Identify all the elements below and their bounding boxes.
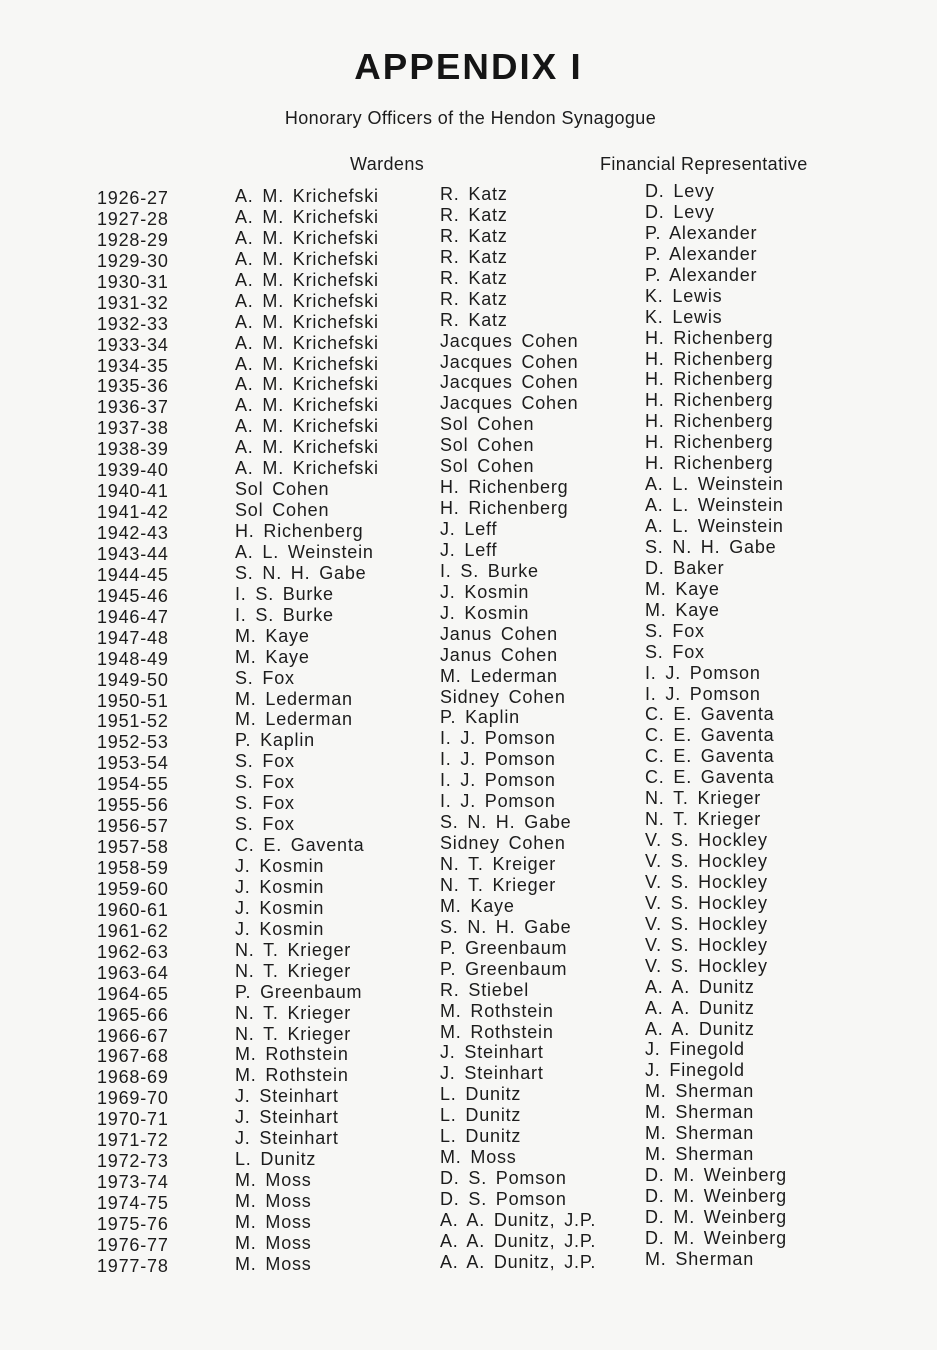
warden-2-cell: A. A. Dunitz, J.P. [440, 1251, 597, 1272]
year-cell: 1973-74 [97, 1172, 169, 1193]
warden-1-cell: S. Fox [235, 751, 295, 772]
table-row [0, 1060, 937, 1088]
table-row [0, 390, 937, 418]
year-cell: 1944-45 [97, 564, 169, 585]
warden-1-cell: M. Rothstein [235, 1065, 349, 1086]
financial-representative-cell: H. Richenberg [645, 327, 774, 348]
year-cell: 1941-42 [97, 502, 169, 523]
table-row [0, 369, 937, 397]
warden-2-cell: Janus Cohen [440, 623, 558, 644]
warden-1-cell: J. Kosmin [235, 918, 325, 939]
table-row [0, 746, 937, 774]
table-row [0, 578, 937, 606]
financial-representative-cell: H. Richenberg [645, 453, 774, 474]
warden-1-cell: L. Dunitz [235, 1149, 317, 1170]
table-row [0, 809, 937, 837]
warden-2-cell: R. Katz [440, 309, 508, 330]
year-cell: 1952-53 [97, 732, 169, 753]
warden-2-cell: D. S. Pomson [440, 1189, 567, 1209]
table-row [0, 285, 937, 313]
warden-2-cell: Sidney Cohen [440, 686, 566, 707]
warden-1-cell: S. Fox [235, 772, 295, 793]
officers-table [0, 181, 937, 1276]
table-row [0, 641, 937, 669]
year-cell: 1946-47 [97, 606, 169, 627]
table-row [0, 662, 937, 690]
warden-2-cell: Sol Cohen [440, 435, 535, 456]
warden-1-cell: A. M. Krichefski [235, 311, 379, 332]
warden-1-cell: J. Kosmin [235, 856, 325, 876]
table-row [0, 1227, 937, 1255]
table-row [0, 1123, 937, 1151]
table-row [0, 1018, 937, 1046]
warden-1-cell: A. M. Krichefski [235, 269, 379, 290]
warden-2-cell: L. Dunitz [440, 1084, 522, 1105]
year-cell: 1956-57 [97, 816, 169, 837]
warden-1-cell: S. Fox [235, 793, 295, 814]
financial-representative-cell: K. Lewis [645, 306, 723, 327]
warden-2-cell: M. Moss [440, 1147, 517, 1168]
warden-2-cell: P. Kaplin [440, 707, 520, 728]
financial-representative-cell: M. Sherman [645, 1081, 755, 1102]
financial-representative-cell: M. Sherman [645, 1102, 755, 1123]
financial-representative-cell: I. J. Pomson [645, 683, 761, 704]
warden-2-cell: P. Greenbaum [440, 958, 568, 979]
warden-1-cell: M. Kaye [235, 625, 310, 646]
warden-1-cell: A. M. Krichefski [235, 206, 379, 227]
warden-1-cell: M. Lederman [235, 709, 353, 730]
warden-2-cell: M. Kaye [440, 895, 515, 916]
warden-2-cell: R. Katz [440, 246, 508, 267]
year-cell: 1937-38 [97, 418, 169, 439]
year-cell: 1957-58 [97, 837, 169, 858]
financial-representative-cell: S. N. H. Gabe [645, 536, 777, 557]
year-cell: 1972-73 [97, 1151, 169, 1172]
warden-2-cell: Jacques Cohen [440, 372, 579, 393]
table-row [0, 264, 937, 292]
year-cell: 1953-54 [97, 753, 169, 774]
financial-representative-cell: P. Alexander [645, 222, 758, 243]
warden-2-cell: R. Stiebel [440, 979, 530, 1000]
year-cell: 1954-55 [97, 774, 169, 795]
warden-2-cell: A. A. Dunitz, J.P. [440, 1209, 597, 1230]
warden-1-cell: A. M. Krichefski [235, 353, 379, 374]
financial-representative-cell: P. Alexander [645, 264, 758, 285]
financial-representative-cell: M. Sherman [645, 1123, 755, 1144]
column-header-wardens: Wardens [350, 154, 425, 174]
warden-1-cell: M. Moss [235, 1191, 312, 1211]
year-cell: 1974-75 [97, 1193, 169, 1213]
table-row [0, 1102, 937, 1130]
financial-representative-cell: D. M. Weinberg [645, 1206, 787, 1227]
year-cell: 1930-31 [97, 271, 169, 292]
warden-1-cell: N. T. Krieger [235, 939, 352, 960]
year-cell: 1964-65 [97, 983, 169, 1004]
year-cell: 1970-71 [97, 1109, 169, 1130]
warden-2-cell: H. Richenberg [440, 498, 569, 519]
financial-representative-cell: J. Finegold [645, 1060, 745, 1081]
warden-2-cell: R. Katz [440, 184, 508, 204]
warden-1-cell: S. N. H. Gabe [235, 562, 367, 583]
financial-representative-cell: A. L. Weinstein [645, 516, 784, 536]
table-row [0, 871, 937, 899]
table-row [0, 683, 937, 711]
table-row [0, 222, 937, 250]
year-cell: 1940-41 [97, 481, 169, 502]
table-row [0, 327, 937, 355]
table-row [0, 495, 937, 523]
financial-representative-cell: S. Fox [645, 620, 705, 641]
financial-representative-cell: C. E. Gaventa [645, 704, 775, 725]
table-row [0, 955, 937, 983]
warden-1-cell: C. E. Gaventa [235, 835, 365, 856]
financial-representative-cell: V. S. Hockley [645, 892, 768, 913]
table-row [0, 453, 937, 481]
warden-1-cell: A. M. Krichefski [235, 416, 379, 437]
table-row [0, 1206, 937, 1234]
table-row [0, 997, 937, 1025]
warden-1-cell: A. M. Krichefski [235, 374, 379, 395]
year-cell: 1951-52 [97, 711, 169, 732]
table-row [0, 411, 937, 439]
warden-2-cell: I. J. Pomson [440, 749, 556, 770]
warden-1-cell: Sol Cohen [235, 500, 330, 521]
table-row [0, 830, 937, 858]
warden-2-cell: R. Katz [440, 225, 508, 246]
year-cell: 1976-77 [97, 1234, 169, 1255]
financial-representative-cell: J. Finegold [645, 1039, 745, 1060]
table-row [0, 1039, 937, 1067]
year-cell: 1962-63 [97, 941, 169, 962]
financial-representative-cell: H. Richenberg [645, 348, 774, 369]
financial-representative-cell: A. L. Weinstein [645, 495, 784, 516]
table-row [0, 913, 937, 941]
year-cell: 1936-37 [97, 397, 169, 418]
table-row [0, 934, 937, 962]
year-cell: 1955-56 [97, 795, 169, 816]
warden-1-cell: P. Greenbaum [235, 981, 363, 1002]
financial-representative-cell: V. S. Hockley [645, 871, 768, 892]
financial-representative-cell: I. J. Pomson [645, 662, 761, 683]
warden-2-cell: A. A. Dunitz, J.P. [440, 1230, 597, 1251]
financial-representative-cell: P. Alexander [645, 243, 758, 264]
warden-2-cell: J. Kosmin [440, 581, 530, 602]
warden-2-cell: R. Katz [440, 267, 508, 288]
warden-1-cell: A. M. Krichefski [235, 186, 379, 206]
table-row [0, 1248, 937, 1276]
warden-1-cell: I. S. Burke [235, 604, 334, 625]
warden-1-cell: J. Kosmin [235, 876, 325, 897]
warden-1-cell: N. T. Krieger [235, 960, 352, 981]
warden-1-cell: A. M. Krichefski [235, 395, 379, 416]
warden-2-cell: Janus Cohen [440, 644, 558, 665]
year-cell: 1961-62 [97, 920, 169, 941]
year-cell: 1931-32 [97, 292, 169, 313]
financial-representative-cell: V. S. Hockley [645, 830, 768, 851]
year-cell: 1975-76 [97, 1213, 169, 1234]
financial-representative-cell: A. A. Dunitz [645, 1018, 755, 1039]
warden-1-cell: M. Moss [235, 1232, 312, 1253]
financial-representative-cell: D. Baker [645, 557, 725, 578]
financial-representative-cell: S. Fox [645, 641, 705, 662]
warden-1-cell: N. T. Krieger [235, 1002, 352, 1023]
warden-2-cell: S. N. H. Gabe [440, 812, 572, 833]
page-subtitle: Honorary Officers of the Hendon Synagogue [284, 108, 657, 128]
financial-representative-cell: D. Levy [645, 201, 715, 222]
financial-representative-cell: D. M. Weinberg [645, 1186, 787, 1206]
warden-2-cell: Jacques Cohen [440, 393, 579, 414]
table-row [0, 599, 937, 627]
warden-1-cell: M. Kaye [235, 646, 310, 667]
year-cell: 1934-35 [97, 355, 169, 376]
financial-representative-cell: M. Sherman [645, 1248, 755, 1269]
year-cell: 1926-27 [97, 188, 169, 208]
financial-representative-cell: H. Richenberg [645, 432, 774, 453]
warden-1-cell: I. S. Burke [235, 583, 334, 604]
financial-representative-cell: H. Richenberg [645, 390, 774, 411]
warden-1-cell: M. Moss [235, 1211, 312, 1232]
warden-1-cell: A. M. Krichefski [235, 437, 379, 458]
warden-2-cell: N. T. Krieger [440, 874, 557, 895]
year-cell: 1967-68 [97, 1046, 169, 1067]
warden-2-cell: I. J. Pomson [440, 791, 556, 812]
financial-representative-cell: C. E. Gaventa [645, 725, 775, 746]
table-row [0, 851, 937, 878]
warden-2-cell: Sol Cohen [440, 414, 535, 435]
table-row [0, 1186, 937, 1213]
year-cell: 1966-67 [97, 1025, 169, 1046]
year-cell: 1945-46 [97, 585, 169, 606]
warden-2-cell: J. Steinhart [440, 1042, 544, 1063]
year-cell: 1949-50 [97, 669, 169, 690]
financial-representative-cell: A. A. Dunitz [645, 997, 755, 1018]
warden-1-cell: Sol Cohen [235, 479, 330, 500]
warden-2-cell: S. N. H. Gabe [440, 916, 572, 937]
year-cell: 1960-61 [97, 899, 169, 920]
table-row [0, 306, 937, 334]
year-cell: 1959-60 [97, 878, 169, 899]
warden-1-cell: J. Steinhart [235, 1107, 339, 1128]
warden-1-cell: M. Moss [235, 1253, 312, 1274]
warden-1-cell: M. Lederman [235, 688, 353, 709]
warden-2-cell: I. S. Burke [440, 560, 539, 581]
page-title: APPENDIX I [354, 46, 583, 87]
warden-1-cell: P. Kaplin [235, 730, 315, 751]
warden-1-cell: A. M. Krichefski [235, 290, 379, 311]
warden-1-cell: J. Kosmin [235, 897, 325, 918]
warden-2-cell: Jacques Cohen [440, 351, 579, 372]
table-row [0, 704, 937, 732]
year-cell: 1938-39 [97, 439, 169, 460]
warden-1-cell: J. Steinhart [235, 1128, 339, 1149]
financial-representative-cell: M. Kaye [645, 578, 720, 599]
table-row [0, 1165, 937, 1193]
table-row [0, 516, 937, 543]
table-row [0, 725, 937, 753]
warden-2-cell: M. Rothstein [440, 1021, 554, 1042]
financial-representative-cell: D. Levy [645, 181, 715, 201]
year-cell: 1928-29 [97, 229, 169, 250]
year-cell: 1969-70 [97, 1088, 169, 1109]
table-row [0, 620, 937, 648]
warden-2-cell: J. Leff [440, 519, 498, 539]
financial-representative-cell: K. Lewis [645, 285, 723, 306]
column-header-financial-representative: Financial Representative [600, 154, 808, 174]
warden-2-cell: J. Leff [440, 539, 498, 560]
warden-2-cell: D. S. Pomson [440, 1168, 567, 1189]
table-row [0, 788, 937, 816]
financial-representative-cell: V. S. Hockley [645, 934, 768, 955]
financial-representative-cell: V. S. Hockley [645, 955, 768, 976]
warden-1-cell: H. Richenberg [235, 521, 364, 541]
year-cell: 1947-48 [97, 627, 169, 648]
warden-2-cell: P. Greenbaum [440, 937, 568, 958]
financial-representative-cell: M. Sherman [645, 1144, 755, 1165]
warden-2-cell: Sol Cohen [440, 456, 535, 477]
year-cell: 1933-34 [97, 334, 169, 355]
warden-1-cell: A. M. Krichefski [235, 248, 379, 269]
year-cell: 1965-66 [97, 1004, 169, 1025]
financial-representative-cell: V. S. Hockley [645, 913, 768, 934]
table-row [0, 976, 937, 1004]
financial-representative-cell: V. S. Hockley [645, 851, 768, 871]
warden-2-cell: Sidney Cohen [440, 833, 566, 854]
warden-2-cell: M. Lederman [440, 665, 558, 686]
warden-2-cell: R. Katz [440, 288, 508, 309]
warden-1-cell: A. L. Weinstein [235, 541, 374, 562]
financial-representative-cell: A. L. Weinstein [645, 474, 784, 495]
warden-2-cell: N. T. Kreiger [440, 854, 557, 874]
table-row [0, 474, 937, 502]
warden-2-cell: I. J. Pomson [440, 770, 556, 791]
year-cell: 1942-43 [97, 523, 169, 543]
table-row [0, 432, 937, 460]
financial-representative-cell: N. T. Krieger [645, 809, 762, 830]
warden-1-cell: M. Moss [235, 1170, 312, 1191]
table-row [0, 557, 937, 585]
financial-representative-cell: C. E. Gaventa [645, 746, 775, 767]
year-cell: 1929-30 [97, 250, 169, 271]
warden-2-cell: H. Richenberg [440, 477, 569, 498]
financial-representative-cell: A. A. Dunitz [645, 976, 755, 997]
warden-2-cell: L. Dunitz [440, 1126, 522, 1147]
warden-1-cell: A. M. Krichefski [235, 227, 379, 248]
table-row [0, 1144, 937, 1172]
year-cell: 1948-49 [97, 648, 169, 669]
table-row [0, 181, 937, 208]
table-row [0, 536, 937, 564]
year-cell: 1977-78 [97, 1255, 169, 1276]
year-cell: 1932-33 [97, 313, 169, 334]
year-cell: 1958-59 [97, 858, 169, 878]
warden-2-cell: Jacques Cohen [440, 330, 579, 351]
financial-representative-cell: M. Kaye [645, 599, 720, 620]
warden-1-cell: S. Fox [235, 814, 295, 835]
table-row [0, 201, 937, 229]
year-cell: 1939-40 [97, 460, 169, 481]
table-row [0, 1081, 937, 1109]
year-cell: 1935-36 [97, 376, 169, 397]
warden-2-cell: R. Katz [440, 204, 508, 225]
warden-1-cell: N. T. Krieger [235, 1023, 352, 1044]
warden-1-cell: A. M. Krichefski [235, 458, 379, 479]
financial-representative-cell: H. Richenberg [645, 411, 774, 432]
table-row [0, 767, 937, 795]
financial-representative-cell: N. T. Krieger [645, 788, 762, 809]
financial-representative-cell: C. E. Gaventa [645, 767, 775, 788]
table-row [0, 348, 937, 376]
warden-2-cell: M. Rothstein [440, 1000, 554, 1021]
warden-2-cell: I. J. Pomson [440, 728, 556, 749]
warden-1-cell: S. Fox [235, 667, 295, 688]
financial-representative-cell: H. Richenberg [645, 369, 774, 390]
financial-representative-cell: D. M. Weinberg [645, 1227, 787, 1248]
year-cell: 1971-72 [97, 1130, 169, 1151]
year-cell: 1927-28 [97, 208, 169, 229]
warden-1-cell: M. Rothstein [235, 1044, 349, 1065]
table-row [0, 243, 937, 271]
financial-representative-cell: D. M. Weinberg [645, 1165, 787, 1186]
warden-2-cell: L. Dunitz [440, 1105, 522, 1126]
warden-2-cell: J. Kosmin [440, 602, 530, 623]
year-cell: 1950-51 [97, 690, 169, 711]
year-cell: 1963-64 [97, 962, 169, 983]
warden-2-cell: J. Steinhart [440, 1063, 544, 1084]
warden-1-cell: J. Steinhart [235, 1086, 339, 1107]
year-cell: 1968-69 [97, 1067, 169, 1088]
table-row [0, 892, 937, 920]
year-cell: 1943-44 [97, 543, 169, 564]
warden-1-cell: A. M. Krichefski [235, 332, 379, 353]
